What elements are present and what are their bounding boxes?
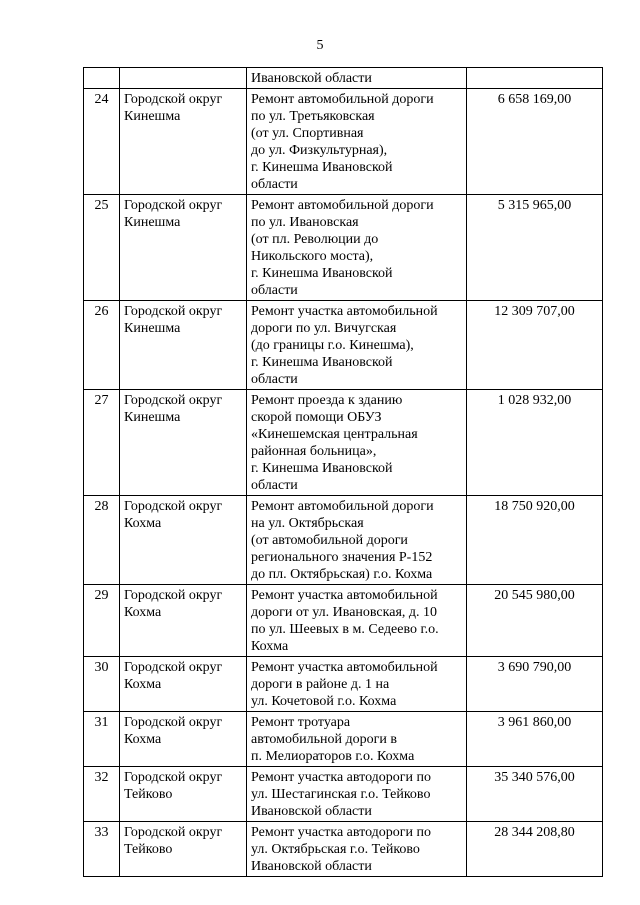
municipality-cell-line: Кинешма — [124, 321, 181, 336]
description-cell-line: скорой помощи ОБУЗ — [251, 410, 382, 425]
description-cell-line: по ул. Шеевых в м. Седеево г.о. — [251, 622, 439, 637]
row-number: 25 — [84, 195, 120, 301]
description-cell-line: Кохма — [251, 639, 289, 654]
municipality-cell-line: Городской округ — [124, 393, 223, 408]
description-cell-line: Ремонт участка автомобильной — [251, 304, 438, 319]
amount-cell: 28 344 208,80 — [467, 822, 603, 877]
description-cell-line: области — [251, 478, 298, 493]
description-cell — [247, 195, 467, 301]
municipality-cell — [120, 195, 247, 301]
description-cell-line: дороги в районе д. 1 на — [251, 677, 390, 692]
municipality-cell — [120, 657, 247, 712]
municipality-cell-line: Городской округ — [124, 770, 223, 785]
description-cell-line: Ремонт участка автодороги по — [251, 770, 432, 785]
table-row — [84, 496, 603, 585]
amount-cell: 3 690 790,00 — [467, 657, 603, 712]
description-cell-line: (от пл. Революции до — [251, 232, 379, 247]
amount-cell: 3 961 860,00 — [467, 712, 603, 767]
table-row — [84, 712, 603, 767]
description-cell — [247, 822, 467, 877]
amount-cell: 1 028 932,00 — [467, 390, 603, 496]
municipality-cell-line: Кинешма — [124, 215, 181, 230]
description-cell-line: Ремонт проезда к зданию — [251, 393, 403, 408]
description-cell-line: «Кинешемская центральная — [251, 427, 418, 442]
description-cell-line: п. Мелиораторов г.о. Кохма — [251, 749, 415, 764]
municipality-cell-line: Кохма — [124, 516, 162, 531]
row-number: 31 — [84, 712, 120, 767]
row-number: 29 — [84, 585, 120, 657]
municipality-cell-line: Кохма — [124, 677, 162, 692]
municipality-cell-line: Городской округ — [124, 588, 223, 603]
amount-cell: 6 658 169,00 — [467, 89, 603, 195]
description-cell — [247, 68, 467, 89]
description-cell-line: области — [251, 177, 298, 192]
amount-cell: 18 750 920,00 — [467, 496, 603, 585]
description-cell-line: Ремонт участка автомобильной — [251, 660, 438, 675]
description-cell-line: до пл. Октябрьская) г.о. Кохма — [251, 567, 433, 582]
row-number: 33 — [84, 822, 120, 877]
municipality-cell-line: Тейково — [124, 787, 173, 802]
description-cell-line: Ивановской области — [251, 804, 372, 819]
description-cell-line: Ивановской области — [251, 859, 372, 874]
table-row — [84, 822, 603, 877]
table-row — [84, 195, 603, 301]
description-cell-line: ул. Кочетовой г.о. Кохма — [251, 694, 397, 709]
amount-cell: 35 340 576,00 — [467, 767, 603, 822]
municipality-cell — [120, 68, 247, 89]
description-cell-line: автомобильной дороги в — [251, 732, 397, 747]
description-cell-line: (от ул. Спортивная — [251, 126, 364, 141]
municipality-cell — [120, 822, 247, 877]
municipality-cell — [120, 301, 247, 390]
municipality-cell-line: Городской округ — [124, 198, 223, 213]
description-cell-line: области — [251, 372, 298, 387]
municipality-cell-line: Кинешма — [124, 410, 181, 425]
table-body — [84, 68, 603, 877]
table-row — [84, 301, 603, 390]
table-row — [84, 89, 603, 195]
description-cell-line: Ремонт автомобильной дороги — [251, 92, 434, 107]
description-cell-line: г. Кинешма Ивановской — [251, 355, 393, 370]
description-cell-line: ул. Октябрьская г.о. Тейково — [251, 842, 420, 857]
description-cell-line: (от автомобильной дороги — [251, 533, 408, 548]
amount-cell — [467, 68, 603, 89]
description-cell — [247, 767, 467, 822]
description-cell-line: г. Кинешма Ивановской — [251, 160, 393, 175]
description-cell-line: (до границы г.о. Кинешма), — [251, 338, 414, 353]
description-cell-line: Никольского моста), — [251, 249, 374, 264]
municipality-cell-line: Городской округ — [124, 660, 223, 675]
description-cell — [247, 657, 467, 712]
description-cell — [247, 301, 467, 390]
description-cell-line: ул. Шестагинская г.о. Тейково — [251, 787, 431, 802]
municipality-cell — [120, 390, 247, 496]
row-number — [84, 68, 120, 89]
description-cell-line: г. Кинешма Ивановской — [251, 461, 393, 476]
municipality-cell — [120, 89, 247, 195]
amount-cell: 5 315 965,00 — [467, 195, 603, 301]
table-row — [84, 390, 603, 496]
description-cell-line: области — [251, 283, 298, 298]
municipality-cell-line: Городской округ — [124, 304, 223, 319]
description-cell-line: по ул. Ивановская — [251, 215, 359, 230]
municipality-cell-line: Городской округ — [124, 715, 223, 730]
description-cell-line: Ремонт автомобильной дороги — [251, 499, 434, 514]
amount-cell: 20 545 980,00 — [467, 585, 603, 657]
description-cell-line: г. Кинешма Ивановской — [251, 266, 393, 281]
description-cell-line: дороги от ул. Ивановская, д. 10 — [251, 605, 438, 620]
description-cell-line: Ивановской области — [251, 71, 372, 86]
table-row — [84, 68, 603, 89]
description-cell — [247, 585, 467, 657]
table-row — [84, 657, 603, 712]
description-cell-line: Ремонт участка автомобильной — [251, 588, 438, 603]
description-cell — [247, 89, 467, 195]
road-repair-table — [83, 67, 603, 877]
description-cell-line: дороги по ул. Вичугская — [251, 321, 397, 336]
municipality-cell-line: Городской округ — [124, 92, 223, 107]
description-cell-line: Ремонт участка автодороги по — [251, 825, 432, 840]
description-cell — [247, 712, 467, 767]
row-number: 27 — [84, 390, 120, 496]
description-cell-line: районная больница», — [251, 444, 377, 459]
municipality-cell-line: Тейково — [124, 842, 173, 857]
row-number: 28 — [84, 496, 120, 585]
municipality-cell-line: Городской округ — [124, 499, 223, 514]
municipality-cell-line: Кохма — [124, 732, 162, 747]
description-cell — [247, 496, 467, 585]
description-cell-line: на ул. Октябрьская — [251, 516, 364, 531]
row-number: 32 — [84, 767, 120, 822]
description-cell-line: регионального значения Р-152 — [251, 550, 433, 565]
municipality-cell — [120, 767, 247, 822]
description-cell-line: по ул. Третьяковская — [251, 109, 375, 124]
description-cell-line: до ул. Физкультурная), — [251, 143, 388, 158]
row-number: 26 — [84, 301, 120, 390]
row-number: 24 — [84, 89, 120, 195]
description-cell-line: Ремонт тротуара — [251, 715, 351, 730]
page-number: 5 — [316, 38, 324, 53]
description-cell — [247, 390, 467, 496]
row-number: 30 — [84, 657, 120, 712]
amount-cell: 12 309 707,00 — [467, 301, 603, 390]
table-row — [84, 585, 603, 657]
municipality-cell-line: Кохма — [124, 605, 162, 620]
municipality-cell-line: Городской округ — [124, 825, 223, 840]
table-row — [84, 767, 603, 822]
municipality-cell — [120, 712, 247, 767]
municipality-cell — [120, 585, 247, 657]
municipality-cell — [120, 496, 247, 585]
municipality-cell-line: Кинешма — [124, 109, 181, 124]
description-cell-line: Ремонт автомобильной дороги — [251, 198, 434, 213]
